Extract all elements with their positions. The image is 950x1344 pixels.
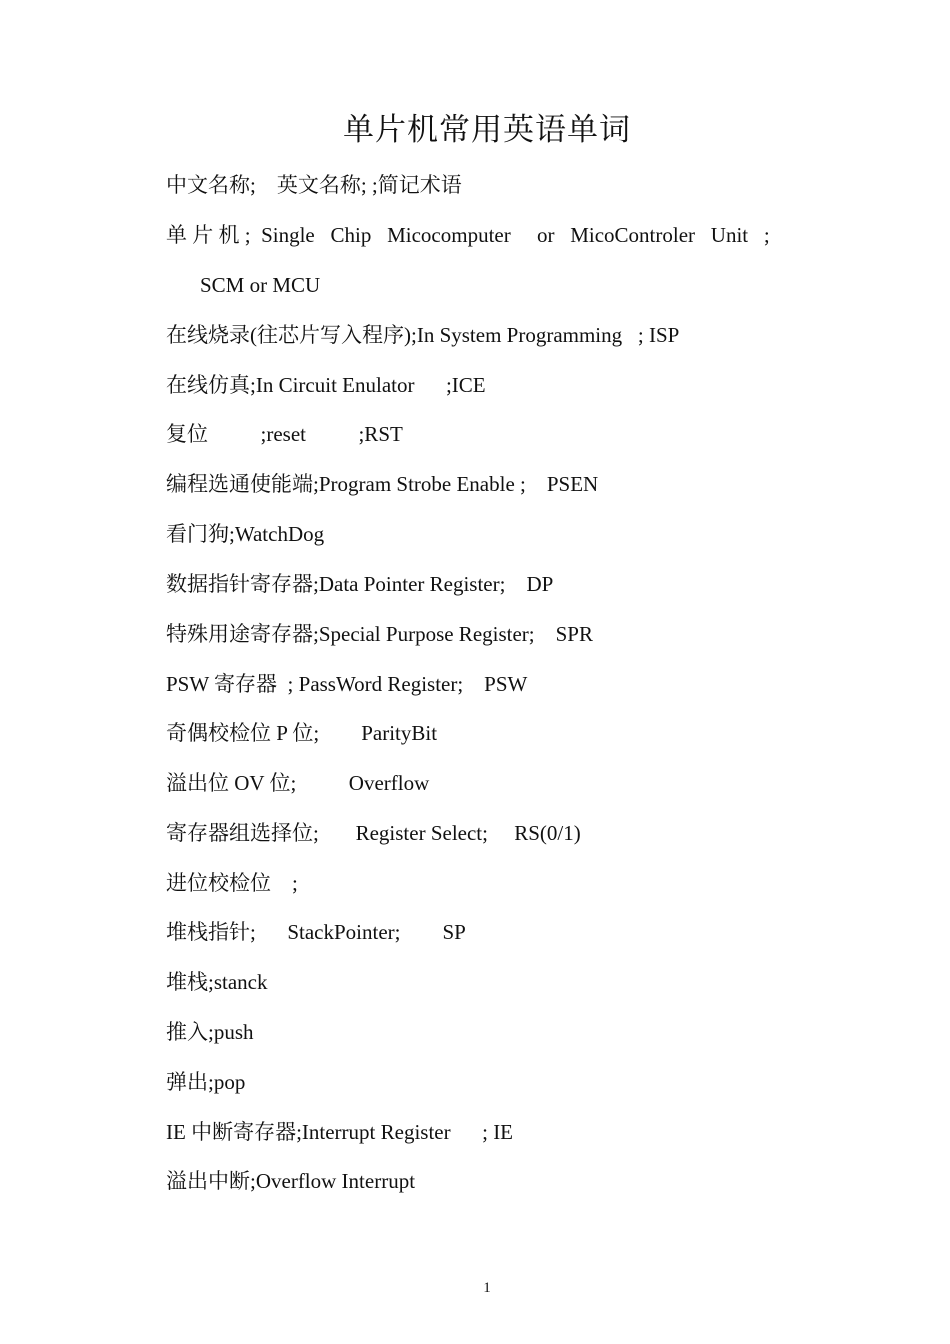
text-line-header: 中文名称; 英文名称; ;简记术语 bbox=[166, 173, 462, 197]
text-line-psen: 编程选通使能端;Program Strobe Enable ; PSEN bbox=[166, 472, 599, 496]
page-number: 1 bbox=[483, 1280, 491, 1296]
document-title: 单片机常用英语单词 bbox=[343, 112, 631, 147]
text-line-stack-pointer: 堆栈指针; StackPointer; SP bbox=[166, 920, 466, 944]
text-line-push: 推入;push bbox=[166, 1020, 254, 1044]
text-line-scm: 单 片 机 ; Single Chip Micocomputer or MicoControler Unit ; bbox=[166, 223, 770, 247]
text-line-isp: 在线烧录(往芯片写入程序);In System Programming ; ISP bbox=[166, 323, 680, 347]
text-line-overflow-interrupt: 溢出中断;Overflow Interrupt bbox=[166, 1169, 416, 1193]
text-line-register-select: 寄存器组选择位; Register Select; RS(0/1) bbox=[166, 821, 581, 845]
text-line-psw: PSW 寄存器 ; PassWord Register; PSW bbox=[166, 672, 528, 696]
text-line-scm-continued: SCM or MCU bbox=[200, 273, 321, 297]
text-line-special-purpose: 特殊用途寄存器;Special Purpose Register; SPR bbox=[166, 622, 593, 646]
text-line-stack: 堆栈;stanck bbox=[166, 970, 268, 994]
text-line-parity: 奇偶校检位 P 位; ParityBit bbox=[166, 721, 438, 745]
text-line-reset: 复位 ;reset ;RST bbox=[166, 422, 403, 446]
text-line-watchdog: 看门狗;WatchDog bbox=[166, 522, 325, 546]
text-line-data-pointer: 数据指针寄存器;Data Pointer Register; DP bbox=[166, 572, 554, 596]
text-line-pop: 弹出;pop bbox=[166, 1070, 246, 1094]
text-line-carry-check: 进位校检位 ; bbox=[166, 871, 298, 895]
text-line-ice: 在线仿真;In Circuit Enulator ;ICE bbox=[166, 373, 486, 397]
text-line-interrupt-register: IE 中断寄存器;Interrupt Register ; IE bbox=[166, 1120, 514, 1144]
text-line-overflow: 溢出位 OV 位; Overflow bbox=[166, 771, 430, 795]
